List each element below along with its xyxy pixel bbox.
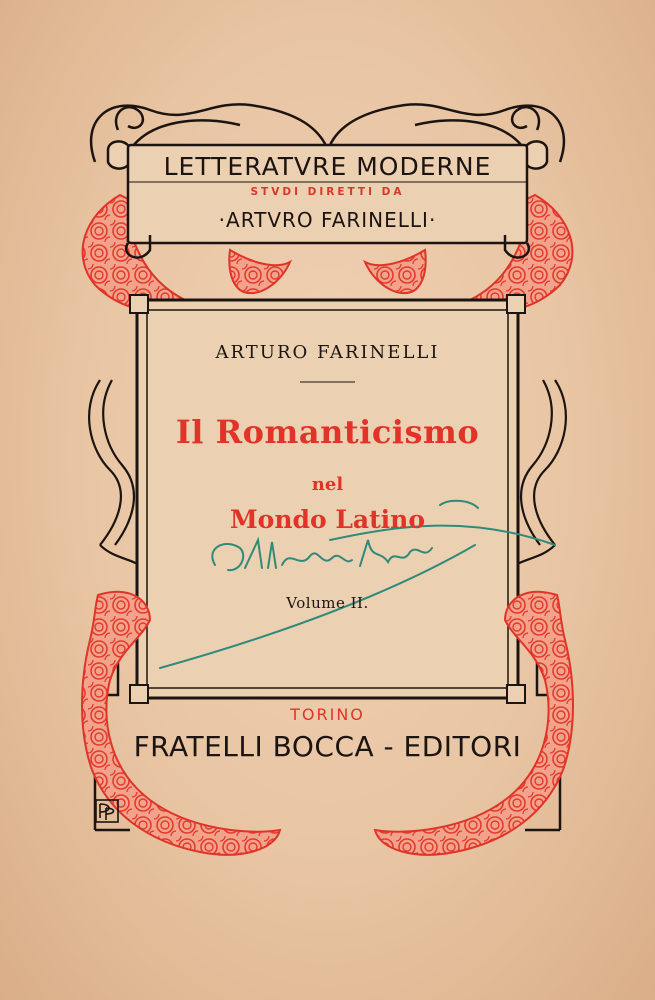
volume-label: Volume II.: [286, 594, 369, 612]
series-title: LETTERATVRE MODERNE: [163, 152, 492, 181]
imprint-publisher: FRATELLI BOCCA - EDITORI: [133, 730, 522, 763]
book-author: ARTURO FARINELLI: [215, 342, 440, 363]
book-subtitle: Mondo Latino: [229, 505, 426, 534]
series-editor: ·ARTVRO FARINELLI·: [218, 208, 437, 232]
imprint-city: TORINO: [290, 705, 365, 724]
book-title: Il Romanticismo: [175, 413, 480, 451]
series-subtitle: STVDI DIRETTI DA: [250, 186, 405, 198]
title-connector: nel: [311, 474, 344, 495]
